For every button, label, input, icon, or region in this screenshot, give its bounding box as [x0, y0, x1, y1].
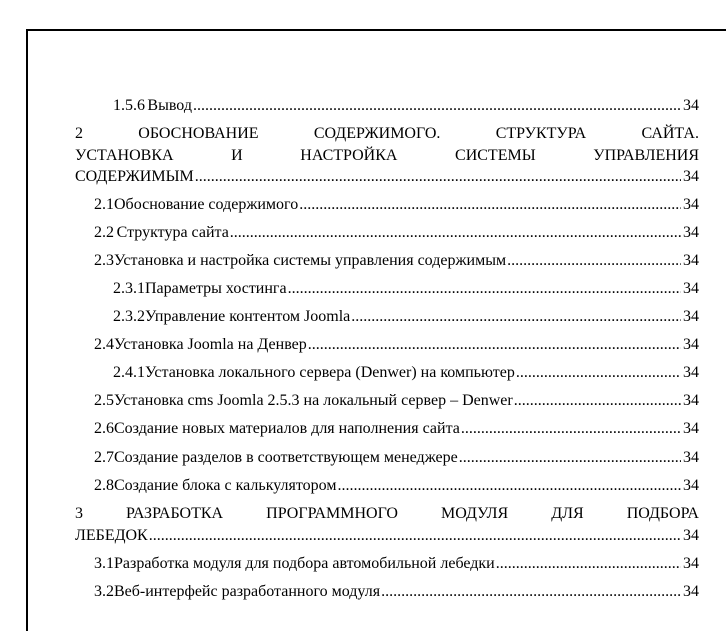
toc-entry-number: 2.4 — [94, 336, 114, 353]
dot-leader — [514, 391, 681, 410]
toc-entry-title: Управление контентом Joomla — [145, 308, 351, 325]
toc-entry-number: 2.2 — [94, 224, 114, 241]
toc-entry-page: 34 — [683, 392, 699, 409]
toc-entry[interactable] — [75, 167, 699, 186]
toc-entry-title: Структура сайта — [116, 224, 229, 241]
toc-entry-title: Установка cms Joomla 2.5.3 на локальный сервер – Denwer — [114, 392, 513, 409]
table-of-contents — [28, 31, 726, 631]
toc-entry-page: 34 — [683, 477, 699, 494]
dot-leader — [337, 476, 681, 495]
toc-entry[interactable] — [94, 195, 699, 214]
toc-entry-title: Создание новых материалов для наполнения сайта — [114, 420, 460, 437]
toc-entry-number: 2.5 — [94, 392, 114, 409]
dot-leader — [381, 582, 681, 601]
heading-word: СИСТЕМЫ — [455, 147, 536, 164]
toc-entry[interactable] — [113, 279, 699, 298]
heading-word: ПРОГРАММНОГО — [266, 505, 398, 522]
toc-entry-number: 3.2 — [94, 583, 114, 600]
dot-leader — [195, 167, 681, 186]
toc-entry[interactable] — [113, 363, 699, 382]
toc-entry[interactable] — [94, 223, 699, 242]
heading-word: СТРУКТУРА — [495, 125, 587, 142]
toc-entry-number: 2.6 — [94, 420, 114, 437]
document-page — [26, 29, 726, 631]
toc-entry[interactable] — [94, 582, 699, 601]
heading-word: УПРАВЛЕНИЯ — [593, 147, 699, 164]
toc-entry-page: 34 — [683, 168, 699, 185]
toc-entry-page: 34 — [683, 252, 699, 269]
dot-leader — [288, 279, 681, 298]
dot-leader — [507, 251, 681, 270]
toc-entry[interactable] — [94, 335, 699, 354]
dot-leader — [149, 526, 681, 545]
heading-word: ДЛЯ — [551, 505, 584, 522]
dot-leader — [459, 448, 681, 467]
toc-entry-page: 34 — [683, 308, 699, 325]
heading-word: РАЗРАБОТКА — [126, 505, 224, 522]
dot-leader — [461, 419, 681, 438]
toc-entry[interactable] — [94, 251, 699, 270]
dot-leader — [516, 363, 681, 382]
toc-entry-page: 34 — [683, 97, 699, 114]
toc-entry-title: Веб-интерфейс разработанного модуля — [114, 583, 381, 600]
toc-entry-page: 34 — [683, 527, 699, 544]
toc-entry-title: Создание блока с калькулятором — [114, 477, 337, 494]
toc-entry[interactable] — [113, 96, 699, 115]
toc-entry[interactable] — [94, 391, 699, 410]
toc-entry-page: 34 — [683, 196, 699, 213]
dot-leader — [193, 96, 681, 115]
toc-heading-line[interactable] — [75, 124, 699, 143]
heading-word: НАСТРОЙКА — [300, 147, 398, 164]
toc-entry[interactable] — [75, 526, 699, 545]
heading-word: СОДЕРЖИМОГО. — [313, 125, 441, 142]
toc-entry-title: ЛЕБЕДОК — [75, 527, 148, 544]
heading-word: И — [231, 147, 243, 164]
toc-entry[interactable] — [113, 307, 699, 326]
toc-entry-page: 34 — [683, 280, 699, 297]
heading-word: МОДУЛЯ — [441, 505, 509, 522]
toc-entry-number: 3.1 — [94, 555, 114, 572]
toc-entry-number: 2.7 — [94, 449, 114, 466]
toc-entry[interactable] — [94, 476, 699, 495]
toc-entry-title: Установка и настройка системы управления содержимым — [114, 252, 507, 269]
heading-word: ОБОСНОВАНИЕ — [138, 125, 259, 142]
toc-entry-number: 2.8 — [94, 477, 114, 494]
toc-entry-title: Установка локального сервера (Denwer) на компьютер — [145, 364, 515, 381]
heading-word: САЙТА. — [641, 125, 699, 142]
toc-entry-number: 2.3.2 — [113, 308, 145, 325]
toc-entry-page: 34 — [683, 420, 699, 437]
toc-entry-page: 34 — [683, 336, 699, 353]
dot-leader — [308, 335, 681, 354]
dot-leader — [496, 554, 681, 573]
toc-entry-title: Создание разделов в соответствующем менеджере — [114, 449, 458, 466]
dot-leader — [351, 307, 681, 326]
toc-entry[interactable] — [94, 448, 699, 467]
toc-entry-page: 34 — [683, 449, 699, 466]
toc-entry-number: 2.3 — [94, 252, 114, 269]
toc-entry-page: 34 — [683, 224, 699, 241]
toc-heading-line[interactable] — [75, 146, 699, 165]
toc-entry-page: 34 — [683, 555, 699, 572]
dot-leader — [230, 223, 681, 242]
toc-entry-page: 34 — [683, 364, 699, 381]
toc-entry-number: 2.3.1 — [113, 280, 145, 297]
toc-entry-title: Разработка модуля для подбора автомобильной лебедки — [114, 555, 495, 572]
toc-heading-line[interactable] — [75, 504, 699, 523]
toc-entry-number: 2.1 — [94, 196, 114, 213]
heading-word: УСТАНОВКА — [75, 147, 174, 164]
toc-entry-title: Обоснование содержимого — [114, 196, 299, 213]
toc-entry[interactable] — [94, 419, 699, 438]
toc-entry-page: 34 — [683, 583, 699, 600]
toc-entry-title: Параметры хостинга — [145, 280, 287, 297]
dot-leader — [299, 195, 681, 214]
heading-word: ПОДБОРА — [626, 505, 699, 522]
toc-entry-number: 2.4.1 — [113, 364, 145, 381]
heading-word: 2 — [75, 125, 83, 142]
toc-entry[interactable] — [94, 554, 699, 573]
heading-word: 3 — [75, 505, 83, 522]
toc-entry-number: 1.5.6 — [113, 97, 145, 114]
toc-entry-title: Установка Joomla на Денвер — [114, 336, 307, 353]
toc-entry-title: СОДЕРЖИМЫМ — [75, 168, 194, 185]
toc-entry-title: Вывод — [147, 97, 192, 114]
